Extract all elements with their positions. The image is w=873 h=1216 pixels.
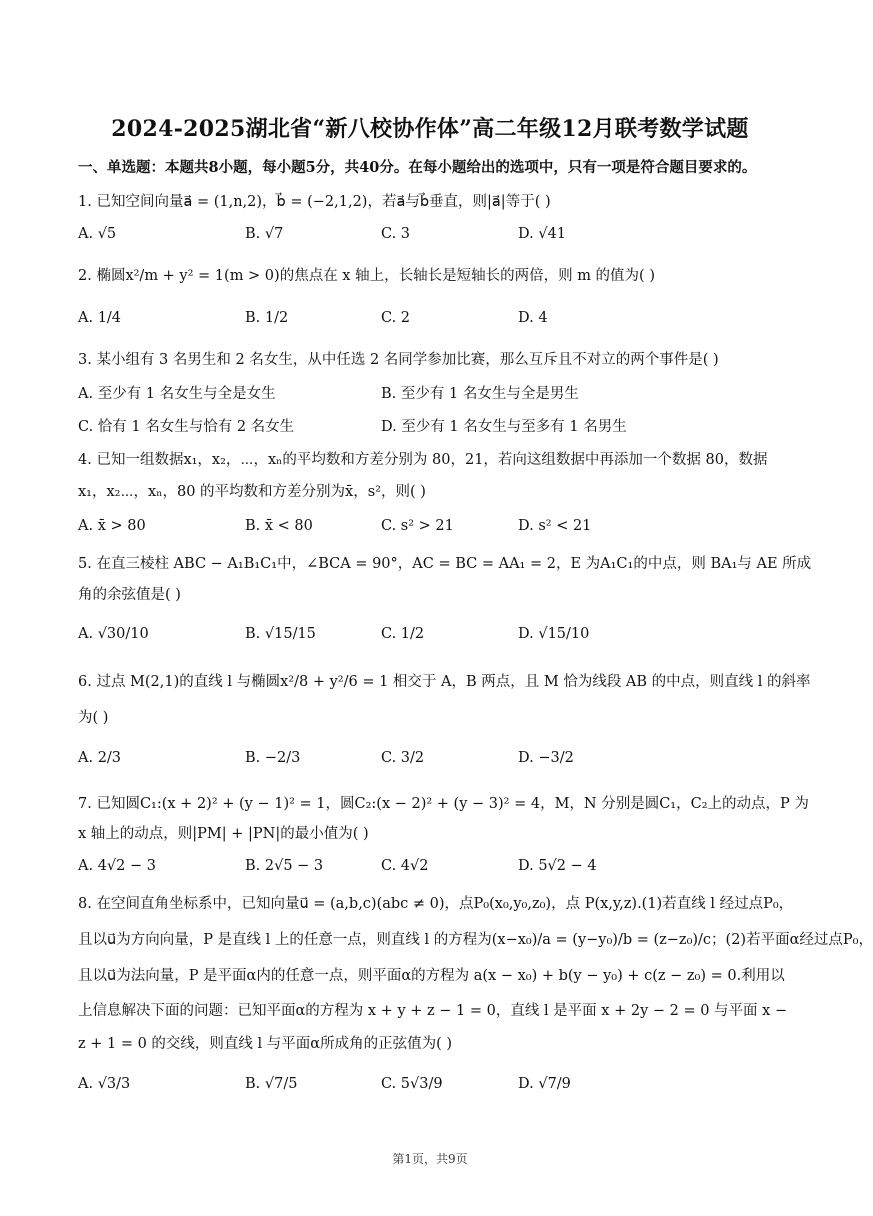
question-7-stem-line2: x 轴上的动点，则|PM| + |PN|的最小值为( ): [78, 826, 369, 842]
option-b: B. 2√5 − 3: [245, 858, 324, 874]
option-b: B. √15/15: [245, 626, 316, 642]
section-heading: 一、单选题：本题共8小题，每小题5分，共40分。在每小题给出的选项中，只有一项是符合题目要求的。: [78, 159, 757, 176]
option-c: C. 5√3/9: [381, 1076, 443, 1092]
option-d: D. 4: [518, 310, 548, 326]
option-a: A. 至少有 1 名女生与全是女生: [78, 386, 276, 402]
question-8-stem-line5: z + 1 = 0 的交线，则直线 l 与平面α所成角的正弦值为( ): [78, 1036, 453, 1052]
option-c: C. 3: [381, 226, 411, 242]
option-c: C. 3/2: [381, 750, 425, 766]
question-2-options: [78, 310, 782, 336]
question-7-stem-line1: 7. 已知圆C₁:(x + 2)² + (y − 1)² = 1，圆C₂:(x − 2)² + (y − 3)² = 4，M，N 分别是圆C₁，C₂上的动点，P 为: [78, 796, 809, 812]
question-5-options: [78, 626, 782, 652]
option-d: D. √41: [518, 226, 567, 242]
option-d: D. √7/9: [518, 1076, 571, 1092]
question-4-options: [78, 518, 782, 544]
option-b: B. 1/2: [245, 310, 289, 326]
option-b: B. x̄ < 80: [245, 518, 313, 534]
question-2-stem: 2. 椭圆x²/m + y² = 1(m > 0)的焦点在 x 轴上，长轴长是短轴长的两倍，则 m 的值为( ): [78, 268, 655, 284]
option-a: A. √3/3: [78, 1076, 131, 1092]
question-1-stem: 1. 已知空间向量a⃗ = (1,n,2)，b⃗ = (−2,1,2)，若a⃗与b⃗垂直，则|a⃗|等于( ): [78, 194, 551, 210]
page-footer: 第1页，共9页: [392, 1152, 468, 1166]
option-a: A. 1/4: [78, 310, 122, 326]
option-d: D. 至少有 1 名女生与至多有 1 名男生: [381, 419, 627, 435]
page-title: 2024-2025湖北省“新八校协作体”高二年级12月联考数学试题: [111, 116, 749, 142]
question-8-options: [78, 1076, 782, 1102]
option-c: C. s² > 21: [381, 518, 454, 534]
question-3-stem: 3. 某小组有 3 名男生和 2 名女生，从中任选 2 名同学参加比赛，那么互斥且不对立的两个事件是( ): [78, 352, 719, 368]
question-6-options: [78, 750, 782, 776]
question-5-stem-line1: 5. 在直三棱柱 ABC − A₁B₁C₁中，∠BCA = 90°，AC = BC = AA₁ = 2，E 为A₁C₁的中点，则 BA₁与 AE 所成: [78, 556, 812, 572]
option-d: D. s² < 21: [518, 518, 592, 534]
question-4-stem-line2: x₁，x₂⋯，xₙ，80 的平均数和方差分别为x̄，s²，则( ): [78, 484, 426, 500]
option-a: A. 2/3: [78, 750, 122, 766]
option-c: C. 4√2: [381, 858, 429, 874]
question-3-options-row2: [78, 415, 782, 441]
question-7-options: [78, 858, 782, 884]
option-b: B. √7/5: [245, 1076, 298, 1092]
option-c: C. 恰有 1 名女生与恰有 2 名女生: [78, 419, 295, 435]
question-4-stem-line1: 4. 已知一组数据x₁，x₂，⋯，xₙ的平均数和方差分别为 80，21，若向这组数据中再添加一个数据 80，数据: [78, 452, 768, 468]
question-8-stem-line1: 8. 在空间直角坐标系中，已知向量u⃗ = (a,b,c)(abc ≠ 0)，点P₀(x₀,y₀,z₀)，点 P(x,y,z).(1)若直线 l 经过点P₀，: [78, 896, 794, 912]
option-c: C. 1/2: [381, 626, 425, 642]
question-8-stem-line4: 上信息解决下面的问题：已知平面α的方程为 x + y + z − 1 = 0，直线 l 是平面 x + 2y − 2 = 0 与平面 x −: [78, 1003, 788, 1019]
question-6-stem-line1: 6. 过点 M(2,1)的直线 l 与椭圆x²/8 + y²/6 = 1 相交于 A，B 两点，且 M 恰为线段 AB 的中点，则直线 l 的斜率: [78, 674, 811, 690]
option-a: A. √5: [78, 226, 117, 242]
option-b: B. −2/3: [245, 750, 301, 766]
question-3-options-row1: [78, 382, 782, 408]
option-b: B. 至少有 1 名女生与全是男生: [381, 386, 579, 402]
question-8-stem-line2: 且以u⃗为方向向量，P 是直线 l 上的任意一点，则直线 l 的方程为(x−x₀)/a = (y−y₀)/b = (z−z₀)/c；(2)若平面α经过点P₀，: [78, 932, 873, 948]
question-1-options: [78, 226, 782, 252]
option-d: D. −3/2: [518, 750, 574, 766]
question-8-stem-line3: 且以u⃗为法向量，P 是平面α内的任意一点，则平面α的方程为 a(x − x₀) + b(y − y₀) + c(z − z₀) = 0.利用以: [78, 968, 785, 984]
option-a: A. x̄ > 80: [78, 518, 146, 534]
question-5-stem-line2: 角的余弦值是( ): [78, 587, 181, 603]
question-6-stem-line2: 为( ): [78, 710, 109, 726]
option-d: D. √15/10: [518, 626, 590, 642]
option-a: A. 4√2 − 3: [78, 858, 156, 874]
option-a: A. √30/10: [78, 626, 149, 642]
option-d: D. 5√2 − 4: [518, 858, 597, 874]
option-c: C. 2: [381, 310, 411, 326]
option-b: B. √7: [245, 226, 284, 242]
